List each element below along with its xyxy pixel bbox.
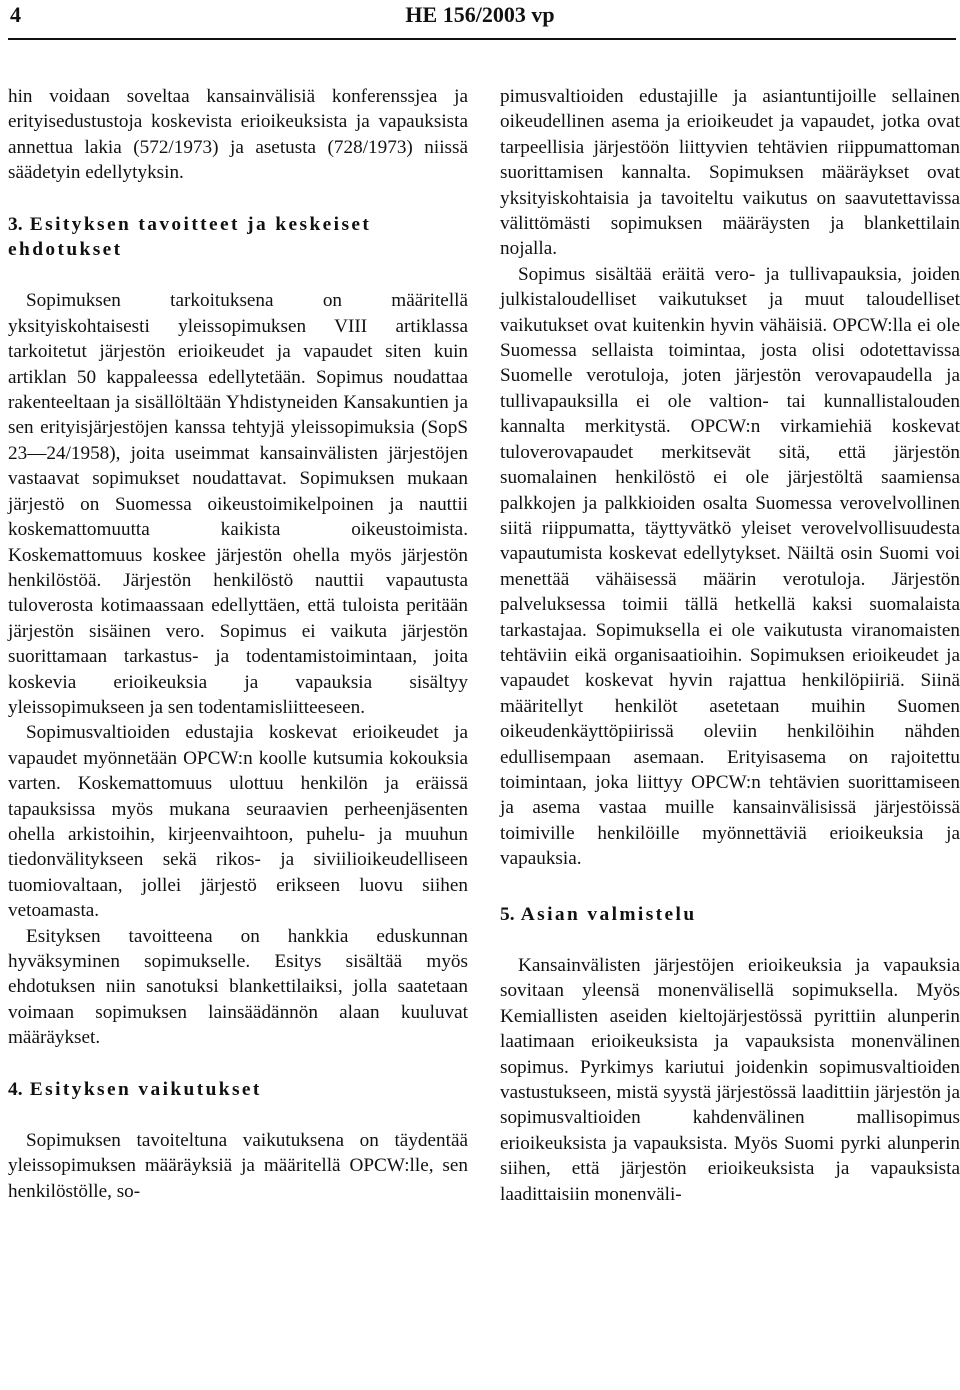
right-column xyxy=(500,84,960,1207)
section-3-paragraph-3: Esityksen tavoitteena on hankkia eduskunnan hyväksyminen sopimukselle. Esitys sisältää myös ehdotuksen niin sanotuksi blankettilaiksi, jolla saatetaan voimaan sopimuksen lainsäädännön alaan kuuluvat määräykset. xyxy=(8,925,468,1049)
page-header xyxy=(0,0,960,44)
section-5-heading xyxy=(500,902,960,927)
left-column xyxy=(8,84,468,1204)
section-3-title: Esityksen tavoitteet ja keskeiset ehdotukset xyxy=(8,213,372,261)
section-3-number: 3. xyxy=(8,213,23,235)
section-5-title: Asian valmistelu xyxy=(520,903,697,925)
section-5-paragraph-1: Kansainvälisten järjestöjen erioikeuksia ja vapauksia sovitaan yleensä monenvälisellä sopimuksella. Myös Kemiallisten aseiden kieltojärjestössä pyrittiin alunperin laatimaan erioikeuksista ja vapauksista monenvälinen sopimus. Pyrkimys kariutui joidenkin sopimusvaltioiden vastustukseen, mistä syystä järjestössä laadittiin järjestön ja sopimusvaltioiden kahdenvälinen mallisopimus erioikeuksista ja vapauksista. Myös Suomi pyrki alunperin siihen, että järjestön erioikeuksista ja vapauksista laadittaisiin monenväli- xyxy=(500,955,960,1205)
continued-paragraph: pimusvaltioiden edustajille ja asiantuntijoille sellainen oikeudellinen asema ja erioikeudet ja vapaudet, jotka ovat tarpeellisia järjestöön liittyvien tehtävien riippumattoman suorittamisen kannalta. Sopimuksen määräykset ovat yksityiskohtaisia ja tavoiteltu vaikutus on saavutettavissa välittömästi sopimuksen määräysten ja blankettilain nojalla. xyxy=(500,86,960,260)
section-4-paragraph-2: Sopimus sisältää eräitä vero- ja tullivapauksia, joiden julkistaloudelliset vaikutukset ja muut taloudelliset vaikutukset ovat kuitenkin hyvin vähäisiä. OPCW:lla ei ole Suomessa sellaista toimintaa, josta olisi odotettavissa Suomelle verotuloja, joten järjestön verovapaudella ja tullivapauksilla ei ole valtion- tai kunnallistalouden kannalta merkitystä. OPCW:n virkamiehiä koskevat tuloverovapaudet merkitsevät sitä, että järjestön suomalainen henkilöstö ei ole järjestöltä saamiensa palkkojen ja palkkioiden osalta Suomessa verovelvollinen siitä riippumatta, täyttyvätkö yleiset verovelvollisuudesta vapautumista koskevat edellytykset. Näiltä osin Suomi voi menettää vähäisessä määrin verotuloja. Järjestön palveluksessa toimii tällä hetkellä kaksi suomalaista tarkastajaa. Sopimuksella ei ole vaikutusta viranomaisten tehtäviin eikä organisaatioihin. Sopimuksen erioikeudet ja vapaudet koskevat hyvin rajattua henkilöpiiriä. Siinä määritellyt henkilöt asetetaan muihin Suomen oikeudenkäyttöpiirissä oleviin henkilöihin nähden edullisempaan asemaan. Erityisasema on rajoitettu toimintaan, joka liittyy OPCW:n tehtävien suorittamiseen ja asema vastaa muille kansainvälisissä järjestöissä toimiville henkilöille myönnettäviä erioikeuksia ja vapauksia. xyxy=(500,263,960,870)
section-3-paragraph-1: Sopimuksen tarkoituksena on määritellä yksityiskohtaisesti yleissopimuksen VIII artiklassa tarkoitetut järjestön erioikeudet ja vapaudet siten kuin artiklan 50 kappaleessa edellytetään. Sopimus noudattaa rakenteeltaan ja sisällöltään Yhdistyneiden Kansakuntien ja sen erityisjärjestöjen kanssa tehtyjä yleissopimuksia (SopS 23—24/1958), joita useimmat kansainvälisten järjestöjen vastaavat sopimukset noudattavat. Sopimuksen mukaan järjestö on Suomessa oikeustoimikelpoinen ja nauttii koskemattomuutta kaikista oikeustoimista. Koskemattomuus koskee järjestön ohella myös järjestön henkilöstöä. Järjestön henkilöstö nauttii vapautusta tuloverosta kotimaassaan edellyttäen, että tuloista peritään järjestön sisäinen vero. Sopimus ei vaikuta järjestön suorittamaan tarkastus- ja todentamistoimintaan, joita koskevia erioikeuksia ja vapauksia sisältyy yleissopimukseen ja sen todentamisliitteeseen. xyxy=(8,290,468,718)
page-number: 4 xyxy=(10,2,21,27)
section-4-paragraph-1: Sopimuksen tavoiteltuna vaikutuksena on täydentää yleissopimuksen määräyksiä ja määritellä OPCW:lle, sen henkilöstölle, so- xyxy=(8,1130,468,1202)
section-4-heading xyxy=(8,1077,468,1102)
section-4-title: Esityksen vaikutukset xyxy=(29,1078,262,1100)
document-id: HE 156/2003 vp xyxy=(405,2,555,27)
header-rule xyxy=(8,38,956,40)
section-3-paragraph-2: Sopimusvaltioiden edustajia koskevat erioikeudet ja vapaudet myönnetään OPCW:n koolle kutsumia kokouksia varten. Koskemattomuus ulottuu henkilön ja eräissä tapauksissa myös mukana seuraavien perheenjäsenten ohella arkistoihin, kirjeenvaihtoon, puhelu- ja muuhun tiedonvälitykseen sekä rikos- ja siviilioikeudelliseen tuomiovaltaan, jollei järjestö erikseen luovu siihen vetoamasta. xyxy=(8,722,468,922)
intro-paragraph: hin voidaan soveltaa kansainvälisiä konferenssjea ja erityisedustustoja koskevista erioikeuksista ja vapauksista annettua lakia (572/1973) ja asetusta (728/1973) niissä säädetyin edellytyksin. xyxy=(8,86,468,184)
section-3-heading xyxy=(8,212,468,263)
section-5-number: 5. xyxy=(500,903,515,925)
section-4-number: 4. xyxy=(8,1078,23,1100)
